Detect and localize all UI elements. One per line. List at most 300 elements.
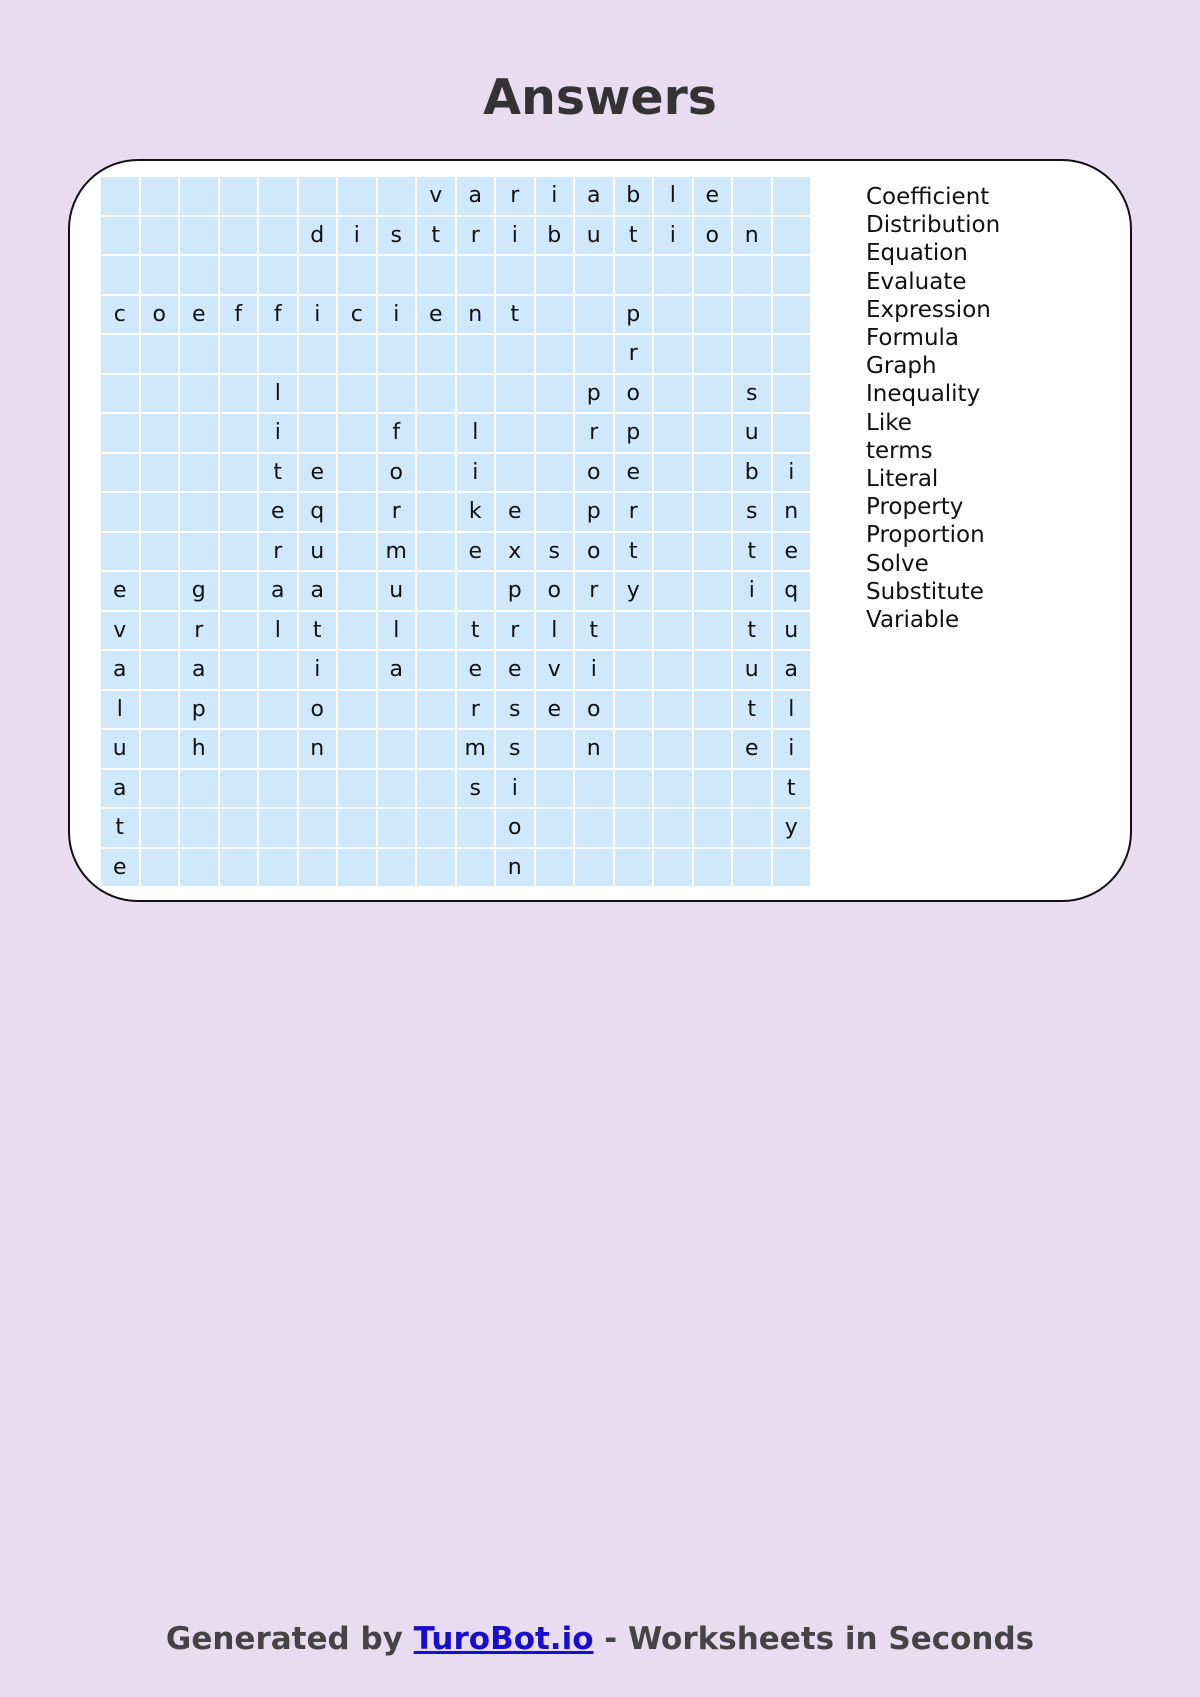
grid-cell: o	[575, 691, 613, 729]
word-list-item: Coefficient	[866, 184, 990, 210]
grid-cell: e	[496, 651, 534, 689]
grid-cell	[180, 335, 218, 373]
grid-cell	[457, 572, 495, 610]
grid-cell	[338, 770, 376, 808]
grid-cell	[378, 375, 416, 413]
grid-cell: q	[299, 493, 337, 531]
grid-cell: s	[496, 730, 534, 768]
grid-cell: e	[615, 454, 653, 492]
word-list-item: terms	[866, 437, 933, 464]
grid-cell	[141, 177, 179, 215]
grid-cell: c	[101, 296, 139, 334]
grid-cell	[141, 770, 179, 808]
grid-cell	[378, 809, 416, 847]
grid-cell	[536, 256, 574, 294]
grid-cell: i	[496, 770, 534, 808]
grid-cell: s	[378, 217, 416, 255]
grid-cell: e	[694, 177, 732, 215]
grid-cell	[141, 256, 179, 294]
grid-cell	[536, 335, 574, 373]
grid-cell	[694, 691, 732, 729]
grid-cell: k	[457, 493, 495, 531]
word-list-item: Inequality	[866, 381, 981, 408]
footer-suffix: - Worksheets in Seconds	[593, 1621, 1035, 1657]
grid-cell	[141, 809, 179, 847]
grid-cell: l	[457, 414, 495, 452]
grid-cell: i	[575, 651, 613, 689]
word-list-item: Property	[866, 494, 964, 521]
grid-cell	[338, 572, 376, 610]
grid-cell	[180, 493, 218, 531]
grid-cell: r	[575, 572, 613, 610]
grid-cell	[141, 414, 179, 452]
grid-cell: r	[259, 533, 297, 571]
grid-cell	[694, 493, 732, 531]
grid-cell	[536, 730, 574, 768]
grid-cell	[654, 533, 692, 571]
grid-cell	[101, 217, 139, 255]
grid-cell: a	[101, 651, 139, 689]
grid-cell: t	[259, 454, 297, 492]
grid-cell: m	[457, 730, 495, 768]
grid-cell: v	[536, 651, 574, 689]
grid-cell: t	[615, 533, 653, 571]
grid-cell: t	[299, 612, 337, 650]
grid-cell	[299, 770, 337, 808]
grid-cell: f	[378, 414, 416, 452]
grid-cell	[654, 493, 692, 531]
grid-cell	[220, 177, 258, 215]
grid-cell	[773, 217, 811, 255]
grid-cell: l	[773, 691, 811, 729]
grid-cell: v	[101, 612, 139, 650]
grid-cell	[299, 177, 337, 215]
grid-cell: p	[496, 572, 534, 610]
word-list-item: Substitute	[866, 578, 984, 605]
grid-cell	[694, 533, 732, 571]
grid-cell	[615, 256, 653, 294]
grid-cell: s	[733, 493, 771, 531]
grid-cell	[259, 217, 297, 255]
grid-cell: s	[496, 691, 534, 729]
grid-cell: e	[101, 572, 139, 610]
grid-cell: r	[496, 177, 534, 215]
grid-cell	[220, 849, 258, 887]
grid-cell	[694, 809, 732, 847]
grid-cell	[575, 335, 613, 373]
grid-cell	[299, 335, 337, 373]
grid-cell: g	[180, 572, 218, 610]
grid-cell: c	[338, 296, 376, 334]
grid-cell	[180, 217, 218, 255]
grid-cell: t	[101, 809, 139, 847]
grid-cell	[694, 454, 732, 492]
grid-cell: n	[457, 296, 495, 334]
grid-cell: i	[338, 217, 376, 255]
grid-cell: o	[575, 533, 613, 571]
grid-cell	[694, 375, 732, 413]
grid-cell	[654, 375, 692, 413]
grid-cell	[654, 572, 692, 610]
word-list-item: Like	[866, 409, 912, 436]
grid-cell	[220, 572, 258, 610]
grid-cell	[417, 691, 455, 729]
grid-cell	[299, 375, 337, 413]
grid-cell	[694, 296, 732, 334]
grid-cell	[773, 375, 811, 413]
grid-cell	[417, 572, 455, 610]
grid-cell	[180, 849, 218, 887]
grid-cell: e	[180, 296, 218, 334]
grid-cell: i	[654, 217, 692, 255]
grid-cell	[417, 809, 455, 847]
grid-cell	[220, 414, 258, 452]
grid-cell: x	[496, 533, 534, 571]
grid-cell	[378, 730, 416, 768]
grid-cell: b	[536, 217, 574, 255]
grid-cell	[417, 533, 455, 571]
grid-cell	[654, 414, 692, 452]
grid-cell	[417, 730, 455, 768]
grid-cell: l	[536, 612, 574, 650]
grid-cell: t	[417, 217, 455, 255]
grid-cell	[180, 809, 218, 847]
footer	[0, 1617, 1200, 1661]
grid-cell: i	[299, 651, 337, 689]
grid-cell: p	[575, 493, 613, 531]
grid-cell: p	[575, 375, 613, 413]
grid-cell: n	[299, 730, 337, 768]
grid-cell	[220, 730, 258, 768]
grid-cell	[180, 177, 218, 215]
grid-cell: r	[496, 612, 534, 650]
grid-cell	[259, 335, 297, 373]
grid-cell: p	[180, 691, 218, 729]
grid-cell	[417, 612, 455, 650]
grid-cell	[259, 177, 297, 215]
grid-cell: e	[299, 454, 337, 492]
grid-cell	[299, 809, 337, 847]
grid-cell	[338, 651, 376, 689]
grid-cell	[141, 651, 179, 689]
word-list-item: Graph	[866, 353, 937, 380]
grid-cell	[101, 335, 139, 373]
grid-cell	[457, 256, 495, 294]
grid-cell: e	[457, 533, 495, 571]
grid-cell	[575, 770, 613, 808]
grid-cell	[220, 651, 258, 689]
grid-cell	[141, 493, 179, 531]
grid-cell	[457, 335, 495, 373]
grid-cell	[101, 256, 139, 294]
word-list-item: Expression	[866, 296, 991, 323]
grid-cell: i	[773, 454, 811, 492]
grid-cell	[299, 414, 337, 452]
grid-cell	[536, 770, 574, 808]
grid-cell	[694, 335, 732, 373]
grid-cell	[575, 849, 613, 887]
word-list	[866, 183, 1000, 634]
grid-cell	[575, 256, 613, 294]
grid-cell: h	[180, 730, 218, 768]
grid-cell: s	[733, 375, 771, 413]
grid-cell	[773, 296, 811, 334]
grid-cell	[338, 849, 376, 887]
grid-cell: f	[259, 296, 297, 334]
turobot-link[interactable]: TuroBot.io	[413, 1621, 594, 1657]
grid-cell	[220, 691, 258, 729]
grid-cell	[536, 809, 574, 847]
word-search-grid	[101, 177, 810, 886]
grid-cell	[220, 375, 258, 413]
grid-cell	[654, 651, 692, 689]
grid-cell	[220, 256, 258, 294]
grid-cell: u	[299, 533, 337, 571]
grid-cell: e	[417, 296, 455, 334]
grid-cell	[615, 730, 653, 768]
grid-cell: v	[417, 177, 455, 215]
grid-cell: t	[575, 612, 613, 650]
word-list-item: Evaluate	[866, 268, 967, 295]
grid-cell	[338, 414, 376, 452]
grid-cell	[575, 296, 613, 334]
grid-cell	[575, 809, 613, 847]
grid-cell: e	[733, 730, 771, 768]
grid-cell	[536, 454, 574, 492]
grid-cell	[299, 849, 337, 887]
grid-cell	[694, 849, 732, 887]
grid-cell: p	[615, 296, 653, 334]
grid-cell: b	[733, 454, 771, 492]
grid-cell	[417, 849, 455, 887]
grid-cell	[733, 256, 771, 294]
grid-cell: o	[575, 454, 613, 492]
grid-cell	[259, 730, 297, 768]
grid-cell: t	[773, 770, 811, 808]
grid-cell	[773, 177, 811, 215]
grid-cell	[101, 454, 139, 492]
grid-cell	[694, 730, 732, 768]
grid-cell	[141, 572, 179, 610]
grid-cell	[180, 414, 218, 452]
grid-cell: i	[536, 177, 574, 215]
grid-cell	[536, 493, 574, 531]
grid-cell	[101, 493, 139, 531]
grid-cell: e	[496, 493, 534, 531]
grid-cell	[180, 533, 218, 571]
grid-cell	[259, 651, 297, 689]
grid-cell	[496, 454, 534, 492]
grid-cell: m	[378, 533, 416, 571]
grid-cell: u	[101, 730, 139, 768]
grid-cell	[378, 849, 416, 887]
grid-cell: q	[773, 572, 811, 610]
footer-prefix: Generated by	[165, 1621, 414, 1657]
grid-cell: t	[615, 217, 653, 255]
grid-cell	[615, 770, 653, 808]
grid-cell	[259, 770, 297, 808]
grid-cell: o	[378, 454, 416, 492]
grid-cell	[338, 375, 376, 413]
grid-cell	[141, 335, 179, 373]
grid-cell	[654, 730, 692, 768]
grid-cell	[417, 454, 455, 492]
grid-cell: a	[378, 651, 416, 689]
grid-cell: n	[773, 493, 811, 531]
grid-cell	[733, 770, 771, 808]
grid-cell	[496, 414, 534, 452]
grid-cell	[101, 414, 139, 452]
grid-cell	[773, 849, 811, 887]
grid-cell	[417, 770, 455, 808]
grid-cell: b	[615, 177, 653, 215]
grid-cell: u	[733, 414, 771, 452]
grid-cell	[220, 770, 258, 808]
grid-cell	[299, 256, 337, 294]
grid-cell	[694, 651, 732, 689]
grid-cell: r	[457, 691, 495, 729]
grid-cell: s	[536, 533, 574, 571]
grid-cell	[536, 414, 574, 452]
grid-cell	[338, 612, 376, 650]
grid-cell: l	[259, 375, 297, 413]
grid-cell	[733, 296, 771, 334]
grid-cell	[654, 770, 692, 808]
grid-cell	[417, 256, 455, 294]
grid-cell: y	[773, 809, 811, 847]
grid-cell: a	[101, 770, 139, 808]
page-title: Answers	[483, 69, 717, 126]
grid-cell	[338, 256, 376, 294]
grid-cell	[496, 375, 534, 413]
grid-cell: a	[299, 572, 337, 610]
grid-cell: i	[259, 414, 297, 452]
grid-cell	[654, 335, 692, 373]
grid-cell	[141, 454, 179, 492]
grid-cell: a	[575, 177, 613, 215]
grid-cell	[615, 691, 653, 729]
grid-cell: l	[101, 691, 139, 729]
grid-cell	[733, 809, 771, 847]
grid-cell: t	[733, 691, 771, 729]
grid-cell	[378, 770, 416, 808]
grid-cell	[733, 177, 771, 215]
grid-cell	[220, 217, 258, 255]
grid-cell: a	[180, 651, 218, 689]
word-list-item: Solve	[866, 550, 929, 577]
grid-cell	[654, 256, 692, 294]
grid-cell	[654, 612, 692, 650]
grid-cell: t	[733, 533, 771, 571]
grid-cell	[101, 177, 139, 215]
grid-cell	[615, 809, 653, 847]
grid-cell	[141, 849, 179, 887]
word-list-item: Literal	[866, 466, 939, 493]
grid-cell	[694, 414, 732, 452]
grid-cell: a	[259, 572, 297, 610]
grid-cell	[220, 454, 258, 492]
grid-cell: o	[694, 217, 732, 255]
grid-cell: r	[378, 493, 416, 531]
word-list-item: Equation	[866, 240, 968, 267]
grid-cell	[417, 651, 455, 689]
grid-cell: r	[615, 335, 653, 373]
grid-cell	[101, 375, 139, 413]
grid-cell	[220, 493, 258, 531]
grid-cell	[378, 177, 416, 215]
grid-cell: u	[773, 612, 811, 650]
grid-cell: e	[259, 493, 297, 531]
grid-cell	[338, 454, 376, 492]
grid-cell	[141, 612, 179, 650]
grid-cell	[694, 770, 732, 808]
grid-cell	[536, 296, 574, 334]
grid-cell	[220, 612, 258, 650]
grid-cell	[180, 375, 218, 413]
grid-cell: t	[457, 612, 495, 650]
grid-cell: y	[615, 572, 653, 610]
grid-cell: i	[733, 572, 771, 610]
grid-cell: r	[180, 612, 218, 650]
grid-cell	[338, 691, 376, 729]
grid-cell: d	[299, 217, 337, 255]
grid-cell	[101, 533, 139, 571]
grid-cell: n	[733, 217, 771, 255]
grid-cell	[338, 493, 376, 531]
grid-cell	[615, 651, 653, 689]
grid-cell	[694, 612, 732, 650]
grid-cell: u	[733, 651, 771, 689]
grid-cell	[733, 849, 771, 887]
grid-cell: n	[496, 849, 534, 887]
word-list-item: Variable	[866, 607, 960, 634]
grid-cell: l	[654, 177, 692, 215]
grid-cell: t	[733, 612, 771, 650]
grid-cell	[417, 414, 455, 452]
grid-cell: n	[575, 730, 613, 768]
grid-cell	[141, 730, 179, 768]
grid-cell: e	[773, 533, 811, 571]
grid-cell	[654, 296, 692, 334]
grid-cell	[417, 375, 455, 413]
grid-cell: r	[615, 493, 653, 531]
grid-cell	[654, 849, 692, 887]
grid-cell	[141, 691, 179, 729]
grid-cell	[694, 256, 732, 294]
grid-cell	[378, 256, 416, 294]
grid-cell	[654, 691, 692, 729]
grid-cell	[259, 691, 297, 729]
grid-cell: i	[496, 217, 534, 255]
grid-cell: r	[575, 414, 613, 452]
grid-cell	[496, 335, 534, 373]
grid-cell: e	[536, 691, 574, 729]
grid-cell	[220, 335, 258, 373]
grid-cell: s	[457, 770, 495, 808]
grid-cell: i	[773, 730, 811, 768]
grid-cell	[338, 177, 376, 215]
grid-cell: p	[615, 414, 653, 452]
grid-cell: o	[299, 691, 337, 729]
grid-cell	[338, 809, 376, 847]
grid-cell	[457, 375, 495, 413]
grid-cell	[220, 809, 258, 847]
grid-cell	[536, 375, 574, 413]
grid-cell: l	[259, 612, 297, 650]
grid-cell	[180, 770, 218, 808]
grid-cell	[773, 256, 811, 294]
grid-cell	[615, 612, 653, 650]
